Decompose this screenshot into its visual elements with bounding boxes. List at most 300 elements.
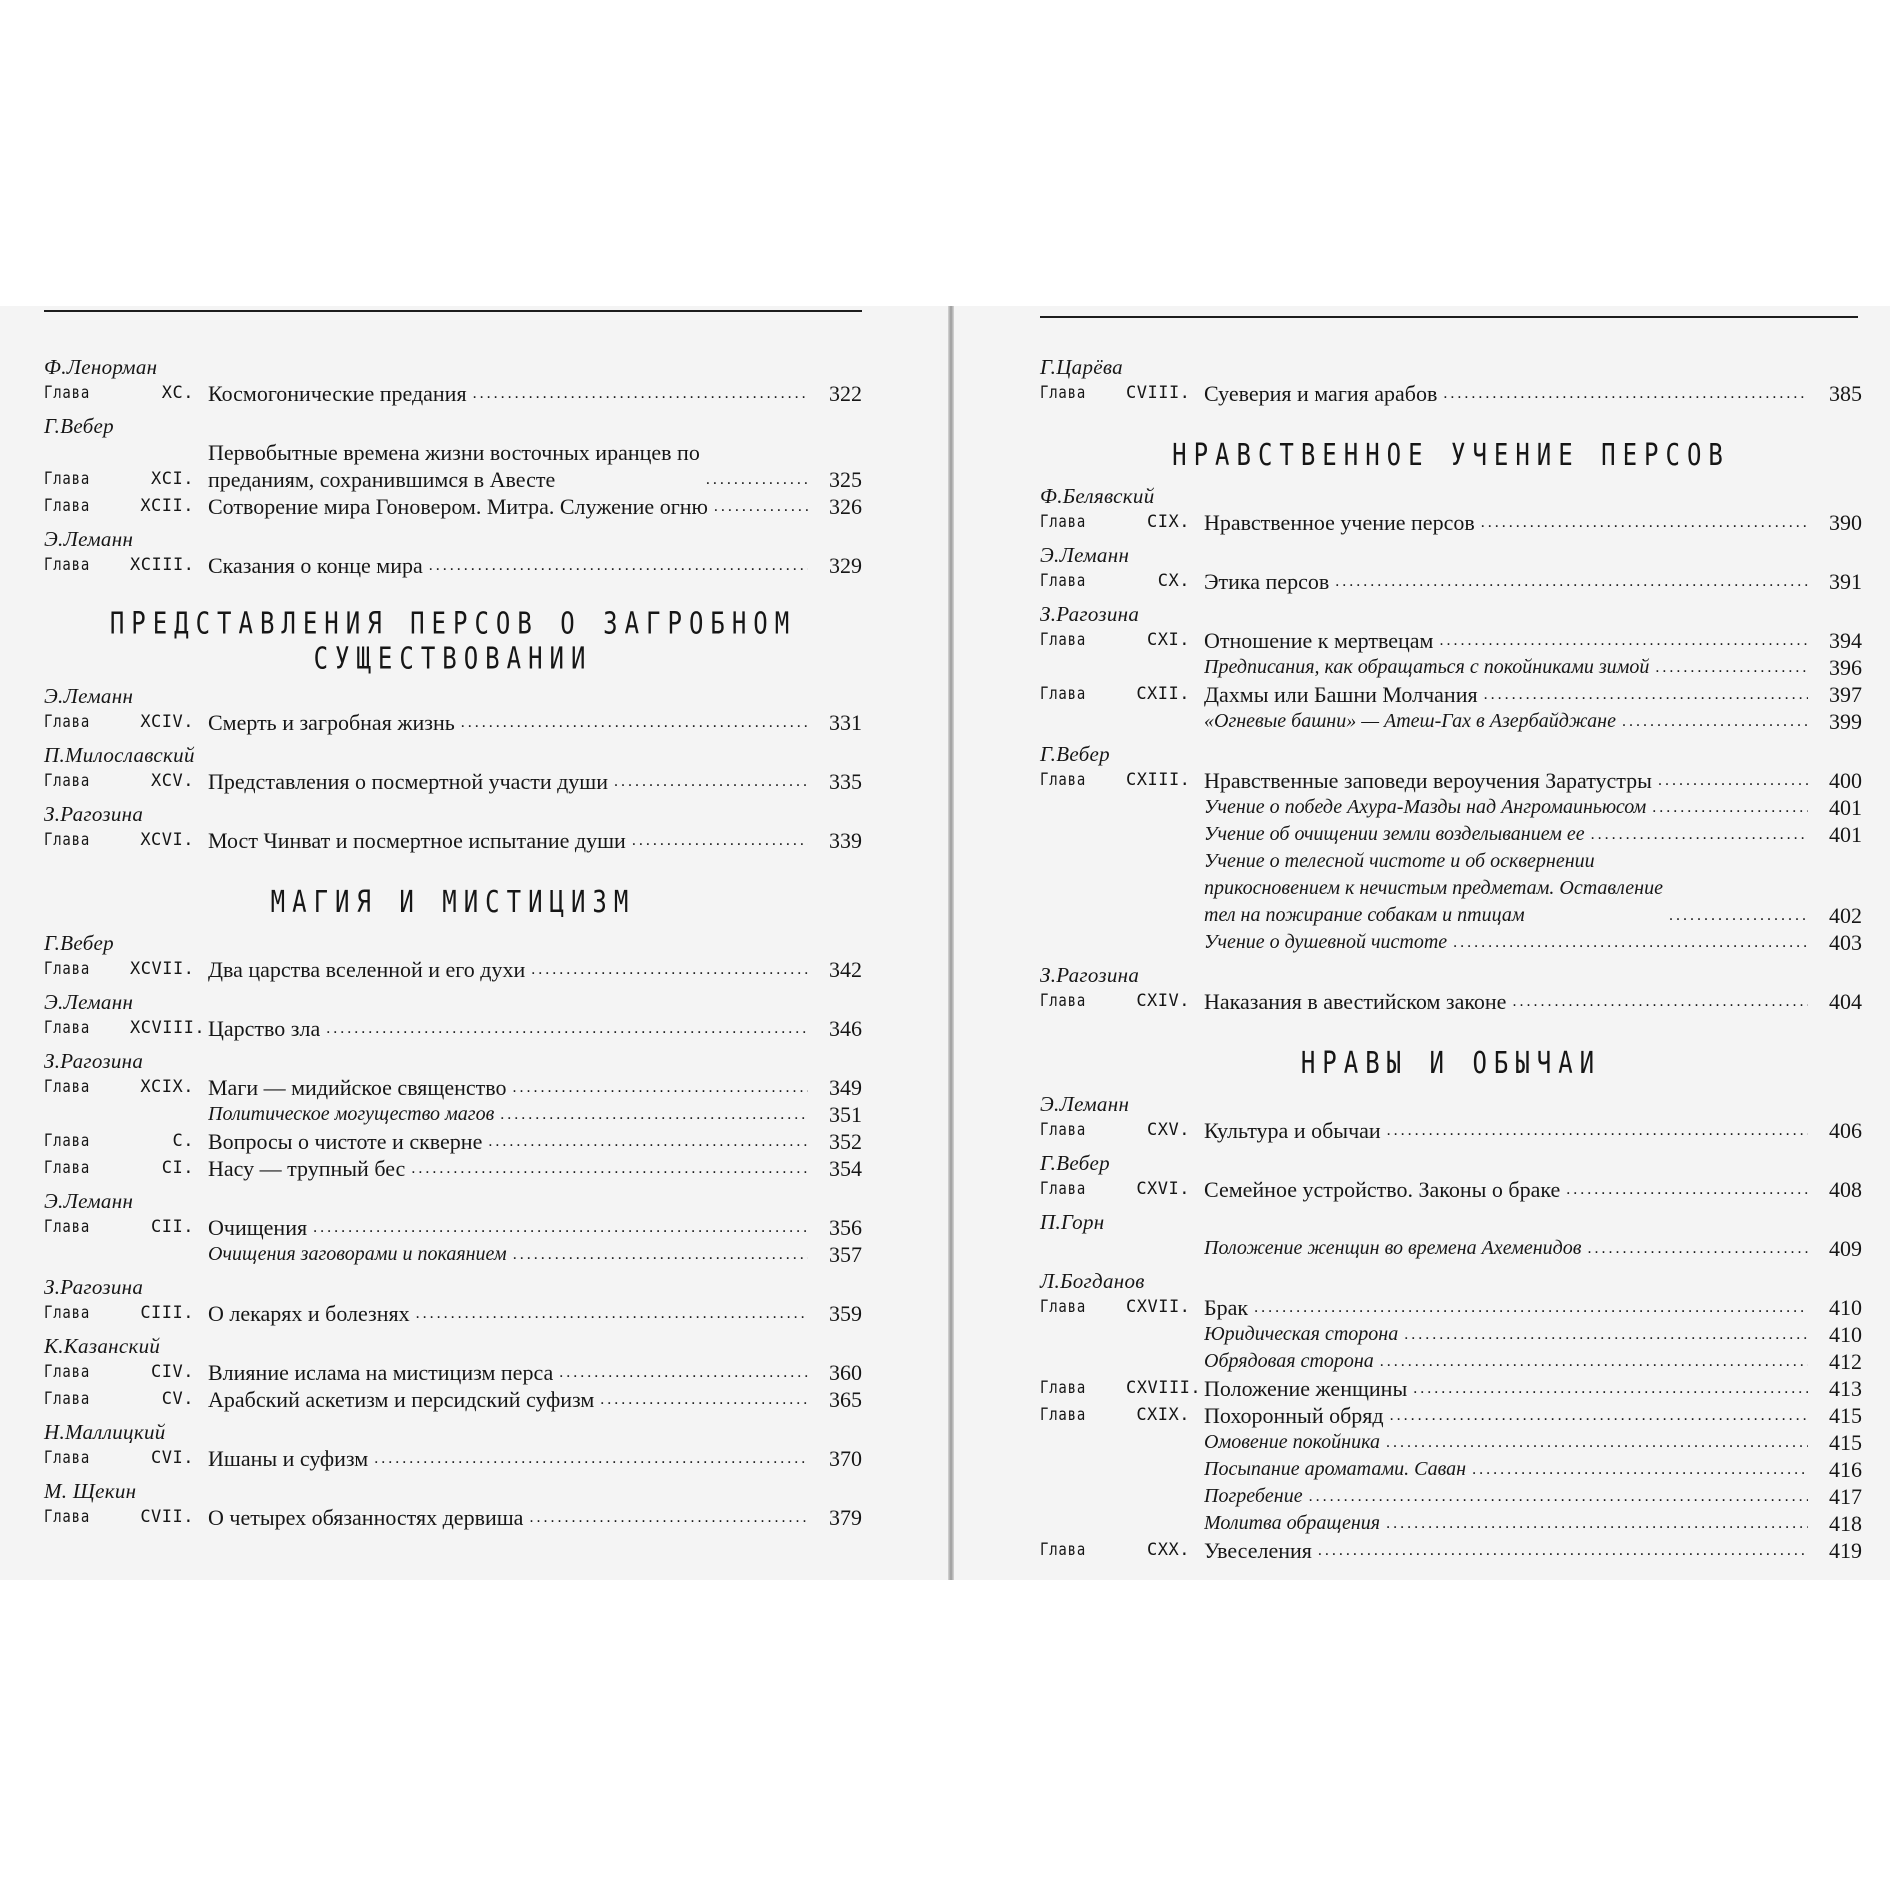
chapter-label: Глава <box>44 1158 91 1178</box>
page-number: 399 <box>1829 709 1862 734</box>
dot-leader <box>1404 1321 1808 1348</box>
chapter-number: CXV. <box>1147 1120 1190 1140</box>
dot-leader <box>614 768 808 795</box>
entry-title: Космогонические предания <box>208 381 467 406</box>
dot-leader <box>632 827 808 854</box>
page-number: 351 <box>829 1102 862 1127</box>
right-page <box>952 306 1890 1580</box>
chapter-label: Глава <box>44 712 91 732</box>
page-number: 365 <box>829 1387 862 1412</box>
dot-leader <box>529 1504 808 1531</box>
toc-entry <box>44 1504 862 1531</box>
entry-title: Представления о посмертной участи души <box>208 769 609 794</box>
toc-entry <box>44 709 862 736</box>
entry-title: Дахмы или Башни Молчания <box>1204 682 1478 707</box>
chapter-label: Глава <box>1040 571 1087 591</box>
page-number: 352 <box>829 1129 862 1154</box>
entry-title: Положение женщины <box>1204 1376 1408 1401</box>
dot-leader <box>1622 708 1808 735</box>
subentry <box>44 1241 862 1268</box>
page-number: 329 <box>829 553 862 578</box>
chapter-number: CVIII. <box>1126 383 1191 403</box>
page-number: 391 <box>1829 569 1862 594</box>
toc-entry <box>1040 380 1862 407</box>
dot-leader <box>326 1015 808 1042</box>
entry-title-wrap <box>208 1155 808 1182</box>
entry-title-wrap <box>1204 821 1808 848</box>
page-number: 331 <box>829 710 862 735</box>
page-number: 402 <box>1829 903 1862 928</box>
toc-entry <box>44 827 862 854</box>
page-number: 349 <box>829 1075 862 1100</box>
entry-title: Обрядовая сторона <box>1204 1350 1374 1372</box>
subentry <box>1040 1429 1862 1456</box>
chapter-label: Глава <box>1040 512 1087 532</box>
entry-title: Влияние ислама на мистицизм перса <box>208 1360 554 1385</box>
chapter-number: CXI. <box>1147 630 1190 650</box>
entry-title-wrap <box>1204 1375 1808 1402</box>
entry-title: Мост Чинват и посмертное испытание души <box>208 828 626 853</box>
chapter-number: XCI. <box>151 469 194 489</box>
author-name: З.Рагозина <box>44 802 144 826</box>
dot-leader <box>1669 902 1808 929</box>
entry-title: Смерть и загробная жизнь <box>208 710 455 735</box>
page-number: 370 <box>829 1446 862 1471</box>
dot-leader <box>1566 1176 1808 1203</box>
dot-leader <box>513 1241 808 1268</box>
chapter-number: CXVIII. <box>1126 1378 1202 1398</box>
entry-title: Этика персов <box>1204 569 1330 594</box>
subentry <box>1040 821 1862 848</box>
chapter-label: Глава <box>44 1389 91 1409</box>
subentry <box>1040 654 1862 681</box>
chapter-label: Глава <box>44 469 91 489</box>
subentry <box>44 1101 862 1128</box>
page-number: 339 <box>829 828 862 853</box>
page-number: 360 <box>829 1360 862 1385</box>
toc-entry <box>44 956 862 983</box>
entry-title-wrap <box>208 1300 808 1327</box>
toc-entry <box>44 439 862 493</box>
entry-title-wrap <box>208 1074 808 1101</box>
entry-title-line: преданиям, сохранившимся в Авесте <box>208 467 556 492</box>
chapter-number: XCV. <box>151 771 194 791</box>
author-name: З.Рагозина <box>44 1049 144 1073</box>
chapter-label: Глава <box>44 383 91 403</box>
entry-title: Брак <box>1204 1295 1249 1320</box>
chapter-label: Глава <box>44 555 91 575</box>
author-name: З.Рагозина <box>1040 602 1140 626</box>
entry-title-wrap <box>1204 1456 1808 1483</box>
author-name: Н.Маллицкий <box>44 1420 166 1444</box>
author-name: Г.Вебер <box>1040 1151 1110 1175</box>
entry-title: О лекарях и болезнях <box>208 1301 410 1326</box>
entry-title-line: прикосновением к нечистым предметам. Оставление <box>1204 877 1663 899</box>
toc-entry <box>1040 627 1862 654</box>
dot-leader <box>1472 1456 1808 1483</box>
toc-entry <box>44 380 862 407</box>
chapter-label: Глава <box>44 1303 91 1323</box>
entry-title: Насу — трупный бес <box>208 1156 406 1181</box>
toc-right <box>1040 348 1862 1564</box>
entry-title-wrap <box>1204 1429 1808 1456</box>
entry-title-wrap <box>1204 1176 1808 1203</box>
page-number: 322 <box>829 381 862 406</box>
entry-title-wrap <box>1204 1321 1808 1348</box>
entry-title: Очищения заговорами и покаянием <box>208 1243 507 1265</box>
chapter-label: Глава <box>1040 1540 1087 1560</box>
chapter-label: Глава <box>1040 1120 1087 1140</box>
subentry <box>1040 1456 1862 1483</box>
entry-title-wrap <box>1204 767 1808 794</box>
chapter-number: CXVI. <box>1136 1179 1190 1199</box>
chapter-number: XCVI. <box>140 830 194 850</box>
toc-entry <box>44 1359 862 1386</box>
entry-title: Предписания, как обращаться с покойниками зимой <box>1204 656 1650 678</box>
chapter-label: Глава <box>44 1131 91 1151</box>
toc-entry <box>1040 681 1862 708</box>
page-number: 335 <box>829 769 862 794</box>
toc-entry <box>44 768 862 795</box>
author-name: Э.Леманн <box>44 684 134 708</box>
page-number: 394 <box>1829 628 1862 653</box>
entry-title: Культура и обычаи <box>1204 1118 1381 1143</box>
entry-title-wrap <box>208 1015 808 1042</box>
entry-title-line: тел на пожирание собакам и птицам <box>1204 904 1525 926</box>
entry-title-wrap <box>1204 929 1808 956</box>
author-name: Г.Вебер <box>1040 742 1110 766</box>
entry-title: Арабский аскетизм и персидский суфизм <box>208 1387 595 1412</box>
entry-title-wrap <box>1204 509 1808 536</box>
page-number: 346 <box>829 1016 862 1041</box>
chapter-number: XCIII. <box>130 555 195 575</box>
entry-title-wrap <box>208 1359 808 1386</box>
entry-title-wrap <box>1204 1235 1808 1262</box>
page-number: 379 <box>829 1505 862 1530</box>
entry-title-wrap <box>208 1241 808 1268</box>
entry-title: Ишаны и суфизм <box>208 1446 369 1471</box>
chapter-number: CIV. <box>151 1362 194 1382</box>
entry-title-wrap <box>208 493 808 520</box>
entry-title-wrap <box>1204 708 1808 735</box>
dot-leader <box>1380 1348 1808 1375</box>
subentry <box>1040 1348 1862 1375</box>
page-number: 385 <box>1829 381 1862 406</box>
page-number: 401 <box>1829 795 1862 820</box>
top-rule <box>1040 316 1858 318</box>
chapter-label: Глава <box>1040 770 1087 790</box>
entry-title-wrap <box>208 552 808 579</box>
entry-title: Учение о победе Ахура-Мазды над Ангромаиньюсом <box>1204 796 1647 818</box>
entry-title-wrap <box>208 768 808 795</box>
chapter-label: Глава <box>44 1018 91 1038</box>
entry-title: Юридическая сторона <box>1204 1323 1399 1345</box>
subentry <box>1040 929 1862 956</box>
entry-title: «Огневые башни» — Атеш-Гах в Азербайджане <box>1204 710 1616 732</box>
page-number: 406 <box>1829 1118 1862 1143</box>
dot-leader <box>1386 1510 1808 1537</box>
page-number: 390 <box>1829 510 1862 535</box>
page-number: 397 <box>1829 682 1862 707</box>
author-name: Г.Царёва <box>1040 355 1123 379</box>
chapter-number: XC. <box>161 383 194 403</box>
dot-leader <box>513 1074 808 1101</box>
entry-title-wrap <box>1204 988 1808 1015</box>
dot-leader <box>1387 1117 1808 1144</box>
section-heading: ПРЕДСТАВЛЕНИЯ ПЕРСОВ О ЗАГРОБНОМ СУЩЕСТВОВАНИИ <box>109 606 797 676</box>
entry-title-wrap <box>208 827 808 854</box>
page-number: 415 <box>1829 1403 1862 1428</box>
author-name: П.Горн <box>1040 1210 1105 1234</box>
author-name: Г.Вебер <box>44 414 114 438</box>
entry-title: Сотворение мира Гоновером. Митра. Служение огню <box>208 494 708 519</box>
author-name: Ф.Ленорман <box>44 355 158 379</box>
entry-title: Царство зла <box>208 1016 321 1041</box>
entry-title-wrap <box>1204 794 1808 821</box>
page-number: 410 <box>1829 1295 1862 1320</box>
dot-leader <box>1658 767 1808 794</box>
page-number: 325 <box>829 467 862 492</box>
chapter-label: Глава <box>1040 991 1087 1011</box>
chapter-label: Глава <box>44 1077 91 1097</box>
entry-title-wrap <box>208 1445 808 1472</box>
toc-entry <box>44 1155 862 1182</box>
entry-title: Очищения <box>208 1215 308 1240</box>
author-name: Э.Леманн <box>44 1189 134 1213</box>
entry-title-wrap <box>208 709 808 736</box>
dot-leader <box>500 1101 808 1128</box>
page-number: 409 <box>1829 1236 1862 1261</box>
dot-leader <box>1335 568 1808 595</box>
author-name: Э.Леманн <box>44 990 134 1014</box>
chapter-number: CIII. <box>140 1303 194 1323</box>
entry-title-wrap <box>1204 627 1808 654</box>
entry-title: Увеселения <box>1204 1538 1312 1563</box>
page-number: 359 <box>829 1301 862 1326</box>
toc-entry <box>1040 509 1862 536</box>
chapter-number: CV. <box>161 1389 194 1409</box>
toc-entry <box>1040 1375 1862 1402</box>
chapter-number: CX. <box>1157 571 1190 591</box>
chapter-label: Глава <box>44 1217 91 1237</box>
dot-leader <box>1318 1537 1808 1564</box>
author-name: З.Рагозина <box>44 1275 144 1299</box>
section-heading: НРАВСТВЕННОЕ УЧЕНИЕ ПЕРСОВ <box>1172 437 1730 473</box>
chapter-number: CXIX. <box>1136 1405 1190 1425</box>
author-name: Ф.Белявский <box>1040 484 1155 508</box>
subentry <box>1040 1235 1862 1262</box>
dot-leader <box>313 1214 808 1241</box>
chapter-number: CXIV. <box>1136 991 1190 1011</box>
entry-title: Вопросы о чистоте и скверне <box>208 1129 483 1154</box>
entry-title: Сказания о конце мира <box>208 553 423 578</box>
dot-leader <box>374 1445 808 1472</box>
chapter-label: Глава <box>1040 1405 1087 1425</box>
toc-entry <box>44 493 862 520</box>
toc-entry <box>44 1015 862 1042</box>
entry-title: Маги — мидийское священство <box>208 1075 507 1100</box>
dot-leader <box>1587 1235 1808 1262</box>
entry-title-wrap <box>1204 1294 1808 1321</box>
author-name: Г.Вебер <box>44 931 114 955</box>
chapter-label: Глава <box>44 1448 91 1468</box>
page-number: 418 <box>1829 1511 1862 1536</box>
page-number: 396 <box>1829 655 1862 680</box>
toc-entry <box>44 1445 862 1472</box>
subentry <box>1040 1510 1862 1537</box>
author-name: К.Казанский <box>44 1334 161 1358</box>
dot-leader <box>1309 1483 1808 1510</box>
entry-title: Нравственные заповеди вероучения Заратустры <box>1204 768 1652 793</box>
entry-title: Политическое могущество магов <box>208 1103 495 1125</box>
page-number: 400 <box>1829 768 1862 793</box>
entry-title: О четырех обязанностях дервиша <box>208 1505 524 1530</box>
entry-title-wrap <box>1204 1348 1808 1375</box>
dot-leader <box>429 552 808 579</box>
entry-title: Семейное устройство. Законы о браке <box>1204 1177 1561 1202</box>
page-number: 412 <box>1829 1349 1862 1374</box>
chapter-number: XCIV. <box>140 712 194 732</box>
chapter-number: C. <box>172 1131 194 1151</box>
page-number: 404 <box>1829 989 1862 1014</box>
entry-title-wrap <box>208 1128 808 1155</box>
entry-title: Нравственное учение персов <box>1204 510 1475 535</box>
entry-title-wrap <box>1204 380 1808 407</box>
dot-leader <box>559 1359 808 1386</box>
subentry <box>1040 848 1862 929</box>
chapter-label: Глава <box>44 1507 91 1527</box>
page-number: 326 <box>829 494 862 519</box>
toc-entry <box>1040 1294 1862 1321</box>
entry-title-wrap <box>1204 1483 1808 1510</box>
entry-title-wrap <box>208 956 808 983</box>
entry-title-wrap <box>1204 568 1808 595</box>
entry-title: Учение о душевной чистоте <box>1204 931 1448 953</box>
toc-entry <box>44 1074 862 1101</box>
entry-title: Два царства вселенной и его духи <box>208 957 526 982</box>
toc-entry <box>44 1300 862 1327</box>
chapter-number: XCVII. <box>130 959 195 979</box>
dot-leader <box>473 380 808 407</box>
author-name: Л.Богданов <box>1040 1269 1145 1293</box>
chapter-label: Глава <box>44 830 91 850</box>
page-number: 354 <box>829 1156 862 1181</box>
dot-leader <box>1652 794 1808 821</box>
dot-leader <box>1512 988 1808 1015</box>
entry-title-line: Первобытные времена жизни восточных иранцев по <box>208 440 700 465</box>
dot-leader <box>1655 654 1808 681</box>
entry-title-wrap <box>208 1214 808 1241</box>
subentry <box>1040 1321 1862 1348</box>
toc-entry <box>44 552 862 579</box>
author-name: Э.Леманн <box>1040 543 1130 567</box>
page-number: 408 <box>1829 1177 1862 1202</box>
entry-title-wrap <box>208 1504 808 1531</box>
left-page <box>0 306 950 1580</box>
entry-title: Учение об очищении земли возделыванием ее <box>1204 823 1585 845</box>
toc-left <box>44 348 862 1531</box>
chapter-number: CVII. <box>140 1507 194 1527</box>
page-number: 415 <box>1829 1430 1862 1455</box>
dot-leader <box>1254 1294 1808 1321</box>
subentry <box>1040 708 1862 735</box>
entry-title-wrap <box>208 380 808 407</box>
dot-leader <box>416 1300 808 1327</box>
author-name: М. Щекин <box>44 1479 137 1503</box>
dot-leader <box>1390 1402 1808 1429</box>
entry-title-line: Учение о телесной чистоте и об осквернении <box>1204 850 1595 872</box>
entry-title-wrap <box>1204 681 1808 708</box>
toc-entry <box>1040 1537 1862 1564</box>
entry-title-wrap <box>1204 654 1808 681</box>
chapter-label: Глава <box>44 1362 91 1382</box>
entry-title: Молитва обращения <box>1204 1512 1381 1534</box>
page-number: 419 <box>1829 1538 1862 1563</box>
entry-title: Похоронный обряд <box>1204 1403 1384 1428</box>
entry-title: Омовение покойника <box>1204 1431 1380 1453</box>
author-name: Э.Леманн <box>44 527 134 551</box>
chapter-label: Глава <box>1040 1179 1087 1199</box>
page-number: 356 <box>829 1215 862 1240</box>
toc-entry <box>1040 767 1862 794</box>
entry-title: Посыпание ароматами. Саван <box>1204 1458 1467 1480</box>
dot-leader <box>531 956 808 983</box>
chapter-label: Глава <box>44 496 91 516</box>
entry-title-wrap <box>1204 848 1808 929</box>
dot-leader <box>1481 509 1808 536</box>
entry-title: Положение женщин во времена Ахеменидов <box>1204 1237 1582 1259</box>
section-heading: НРАВЫ И ОБЫЧАИ <box>1300 1045 1602 1081</box>
entry-title-wrap <box>1204 1402 1808 1429</box>
toc-entry <box>1040 568 1862 595</box>
chapter-number: CI. <box>161 1158 194 1178</box>
entry-title: Наказания в авестийском законе <box>1204 989 1507 1014</box>
toc-entry <box>44 1214 862 1241</box>
page-number: 401 <box>1829 822 1862 847</box>
toc-entry <box>1040 1117 1862 1144</box>
dot-leader <box>600 1386 808 1413</box>
chapter-label: Глава <box>1040 1297 1087 1317</box>
author-name: З.Рагозина <box>1040 963 1140 987</box>
entry-title-wrap <box>208 1386 808 1413</box>
page-number: 417 <box>1829 1484 1862 1509</box>
chapter-number: XCIX. <box>140 1077 194 1097</box>
chapter-label: Глава <box>1040 684 1087 704</box>
entry-title-wrap <box>1204 1510 1808 1537</box>
chapter-number: CII. <box>151 1217 194 1237</box>
top-rule <box>44 310 862 312</box>
subentry <box>1040 1483 1862 1510</box>
author-name: П.Милославский <box>44 743 195 767</box>
chapter-label: Глава <box>44 959 91 979</box>
chapter-label: Глава <box>1040 630 1087 650</box>
entry-title: Суеверия и магия арабов <box>1204 381 1438 406</box>
dot-leader <box>411 1155 808 1182</box>
toc-entry <box>44 1128 862 1155</box>
chapter-label: Глава <box>44 771 91 791</box>
dot-leader <box>488 1128 808 1155</box>
dot-leader <box>714 493 808 520</box>
page-number: 410 <box>1829 1322 1862 1347</box>
toc-entry <box>44 1386 862 1413</box>
entry-title <box>1204 848 1669 929</box>
page-number: 416 <box>1829 1457 1862 1482</box>
chapter-number: CVI. <box>151 1448 194 1468</box>
dot-leader <box>1443 380 1808 407</box>
dot-leader <box>1453 929 1808 956</box>
subentry <box>1040 794 1862 821</box>
chapter-number: CXIII. <box>1126 770 1191 790</box>
